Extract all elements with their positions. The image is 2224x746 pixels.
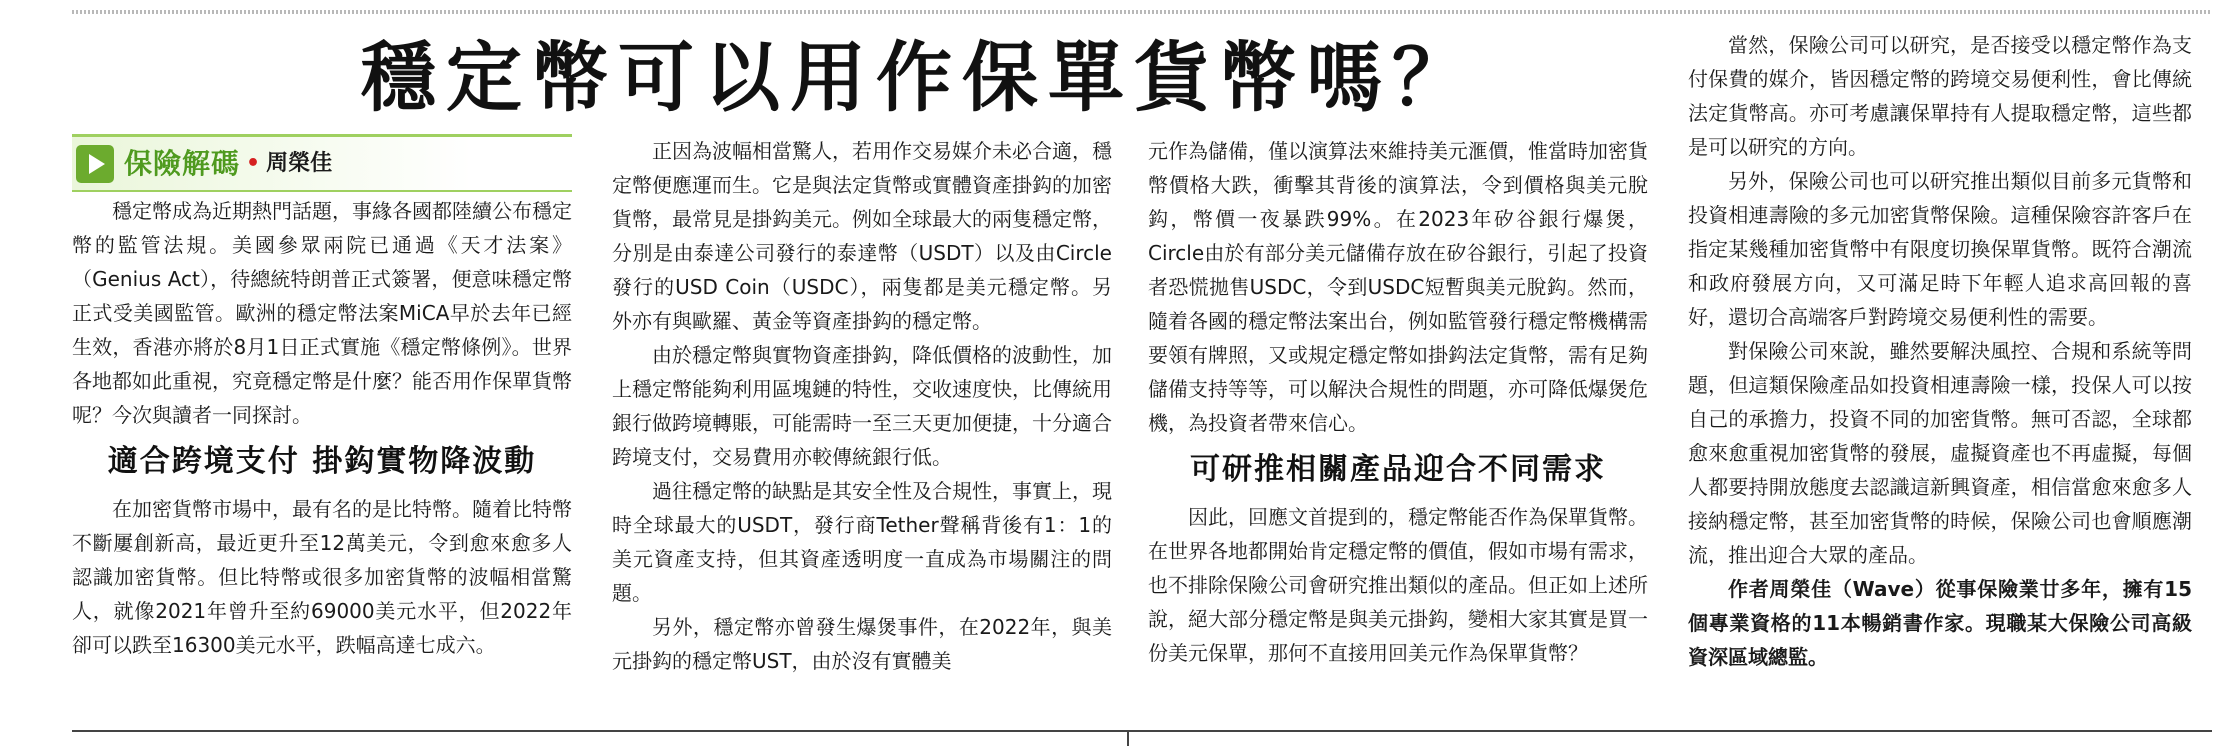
bottom-rule-tick bbox=[1127, 730, 1129, 746]
body-paragraph: 穩定幣成為近期熱門話題，事緣各國都陸續公布穩定幣的監管法規。美國參眾兩院已通過《天才法案》（Genius Act），待總統特朗普正式簽署，便意味穩定幣正式受美國監管。歐洲的穩定幣法案MiCA早於去年已經生效，香港亦將於8月1日正式實施《穩定幣條例》。世界各地都如此重視，究竟穩定幣是什麼？能否用作保單貨幣呢？今次與讀者一同探討。 bbox=[72, 199, 572, 427]
body-paragraph: 元作為儲備，僅以演算法來維持美元滙價，惟當時加密貨幣價格大跌，衝擊其背後的演算法，令到價格與美元脫鈎，幣價一夜暴跌99%。在2023年矽谷銀行爆煲，Circle由於有部分美元儲備存放在矽谷銀行，引起了投資者恐慌拋售USDC，令到USDC短暫與美元脫鈎。然而，隨着各國的穩定幣法案出台，例如監管發行穩定幣機構需要領有牌照，又或規定穩定幣如掛鈎法定貨幣，需有足夠儲備支持等等，可以解決合規性的問題，亦可降低爆煲危機，為投資者帶來信心。 bbox=[1148, 139, 1648, 435]
body-paragraph: 因此，回應文首提到的，穩定幣能否作為保單貨幣。在世界各地都開始肯定穩定幣的價值，假如市場有需求，也不排除保險公司會研究推出類似的產品。但正如上述所說，絕大部分穩定幣是與美元掛鈎，變相大家其實是買一份美元保單，那何不直接用回美元作為保單貨幣？ bbox=[1148, 505, 1648, 665]
bottom-rule bbox=[72, 730, 2212, 732]
column-name: 保險解碼 bbox=[124, 146, 241, 180]
column-2 bbox=[612, 134, 1112, 678]
section-heading: 適合跨境支付 掛鈎實物降波動 bbox=[107, 444, 537, 479]
play-icon bbox=[76, 145, 114, 183]
body-paragraph: 在加密貨幣市場中，最有名的是比特幣。隨着比特幣不斷屢創新高，最近更升至12萬美元，令到愈來愈多人認識加密貨幣。但比特幣或很多加密貨幣的波幅相當驚人，就像2021年曾升至約69000美元水平，但2022年卻可以跌至16300美元水平，跌幅高達七成六。 bbox=[72, 497, 572, 657]
body-paragraph: 對保險公司來說，雖然要解決風控、合規和系統等問題，但這類保險產品如投資相連壽險一樣，投保人可以按自己的承擔力，投資不同的加密貨幣。無可否認，全球都愈來愈重視加密貨幣的發展，虛擬資產也不再虛擬，每個人都要持開放態度去認識這新興資產，相信當愈來愈多人接納穩定幣，甚至加密貨幣的時候，保險公司也會順應潮流，推出迎合大眾的產品。 bbox=[1688, 339, 2192, 567]
column-body bbox=[1148, 134, 1648, 670]
body-paragraph: 由於穩定幣與實物資產掛鈎，降低價格的波動性，加上穩定幣能夠利用區塊鏈的特性，交收速度快，比傳統用銀行做跨境轉賬，可能需時一至三天更加便捷，十分適合跨境支付，交易費用亦較傳統銀行低。 bbox=[612, 343, 1112, 469]
red-bullet: • bbox=[246, 150, 261, 176]
section-heading: 可研推相關產品迎合不同需求 bbox=[1190, 452, 1606, 487]
column-3 bbox=[1148, 134, 1648, 670]
body-paragraph: 當然，保險公司可以研究，是否接受以穩定幣作為支付保費的媒介，皆因穩定幣的跨境交易便利性，會比傳統法定貨幣高。亦可考慮讓保單持有人提取穩定幣，這些都是可以研究的方向。 bbox=[1688, 33, 2192, 159]
column-1 bbox=[72, 134, 572, 662]
article-headline: 穩定幣可以用作保單貨幣嗎？ bbox=[360, 33, 1478, 122]
author-bio: 作者周榮佳（Wave）從事保險業廿多年，擁有15個專業資格的11本暢銷書作家。現職某大保險公司高級資深區域總監。 bbox=[1688, 577, 2192, 669]
top-dotted-rule bbox=[72, 10, 2212, 14]
column-body bbox=[72, 194, 572, 662]
body-paragraph: 過往穩定幣的缺點是其安全性及合規性，事實上，現時全球最大的USDT，發行商Tether聲稱背後有1：1的美元資產支持，但其資產透明度一直成為市場關注的問題。 bbox=[612, 479, 1112, 605]
column-body bbox=[612, 134, 1112, 678]
body-paragraph: 另外，保險公司也可以研究推出類似目前多元貨幣和投資相連壽險的多元加密貨幣保險。這種保險容許客戶在指定某幾種加密貨幣中有限度切換保單貨幣。既符合潮流和政府發展方向，又可滿足時下年輕人追求高回報的喜好，還切合高端客戶對跨境交易便利性的需要。 bbox=[1688, 169, 2192, 329]
column-header bbox=[72, 134, 572, 192]
body-paragraph: 正因為波幅相當驚人，若用作交易媒介未必合適，穩定幣便應運而生。它是與法定貨幣或實體資產掛鈎的加密貨幣，最常見是掛鈎美元。例如全球最大的兩隻穩定幣，分別是由泰達公司發行的泰達幣（USDT）以及由Circle發行的USD Coin（USDC），兩隻都是美元穩定幣。另外亦有與歐羅、黃金等資產掛鈎的穩定幣。 bbox=[612, 139, 1112, 333]
author-byline: 周榮佳 bbox=[266, 150, 333, 176]
column-body bbox=[1688, 28, 2192, 674]
column-4 bbox=[1688, 28, 2192, 674]
body-paragraph: 另外，穩定幣亦曾發生爆煲事件，在2022年，與美元掛鈎的穩定幣UST，由於沒有實體美 bbox=[612, 615, 1112, 673]
